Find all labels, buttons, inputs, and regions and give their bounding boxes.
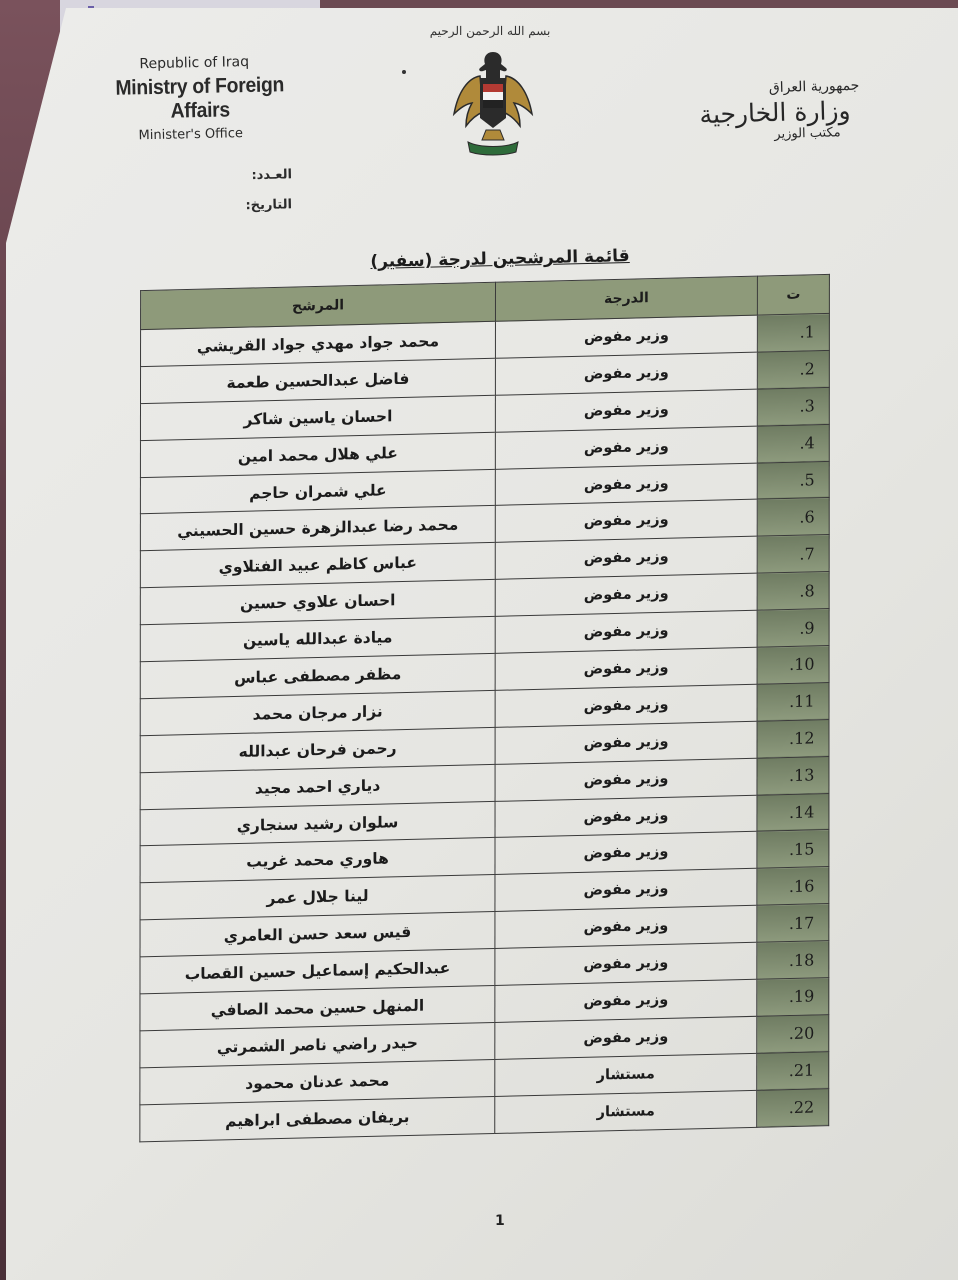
row-number: 17. xyxy=(757,904,829,943)
row-number: 11. xyxy=(757,682,829,721)
row-number: 13. xyxy=(757,756,829,795)
row-number: 22. xyxy=(757,1088,829,1127)
row-candidate: لينا جلال عمر xyxy=(140,875,495,920)
row-grade: وزير مفوض xyxy=(495,795,757,838)
row-number: 7. xyxy=(757,535,829,574)
row-grade: وزير مفوض xyxy=(495,684,757,727)
row-number: 20. xyxy=(757,1015,829,1054)
row-candidate: حيدر راضي ناصر الشمرتي xyxy=(140,1022,495,1067)
row-candidate: محمد رضا عبدالزهرة حسين الحسيني xyxy=(140,506,495,551)
basmala: بسم الله الرحمن الرحيم xyxy=(429,24,551,38)
reference-number-label: العـدد: xyxy=(251,167,293,184)
row-grade: وزير مفوض xyxy=(495,426,757,469)
header-number: ت xyxy=(757,274,829,315)
row-candidate: محمد عدنان محمود xyxy=(140,1059,495,1104)
row-candidate: محمد جواد مهدي جواد القريشي xyxy=(141,321,496,366)
candidates-table xyxy=(139,274,830,1142)
row-grade: وزير مفوض xyxy=(495,869,757,912)
row-candidate: هاوري محمد غريب xyxy=(140,838,495,883)
row-number: 21. xyxy=(757,1051,829,1090)
row-candidate: عباس كاظم عبيد الفتلاوي xyxy=(140,543,495,588)
row-candidate: علي شمران حاجم xyxy=(140,469,495,514)
row-grade: وزير مفوض xyxy=(495,389,757,432)
header-candidate: المرشح xyxy=(141,282,496,329)
row-number: 10. xyxy=(757,646,829,685)
row-number: 2. xyxy=(757,350,829,389)
row-number: 6. xyxy=(757,498,829,537)
row-candidate: بريفان مصطفى ابراهيم xyxy=(140,1096,495,1141)
country-name-ar: جمهورية العراق xyxy=(768,77,860,97)
row-candidate: عبدالحكيم إسماعيل حسين القصاب xyxy=(140,949,495,994)
row-grade: وزير مفوض xyxy=(495,537,757,580)
office-name-ar: مكتب الوزير xyxy=(774,125,841,143)
letterhead-arabic xyxy=(659,77,891,145)
row-candidate: دياري احمد مجيد xyxy=(140,764,495,809)
row-candidate: احسان علاوي حسين xyxy=(140,580,495,625)
row-candidate: نزار مرجان محمد xyxy=(140,690,495,735)
row-candidate: رحمن فرحان عبدالله xyxy=(140,727,495,772)
header-grade: الدرجة xyxy=(495,276,757,321)
row-candidate: احسان ياسين شاكر xyxy=(140,395,495,440)
office-name-en: Minister's Office xyxy=(138,126,244,144)
row-candidate: المنهل حسين محمد الصافي xyxy=(140,985,495,1030)
row-grade: وزير مفوض xyxy=(495,647,757,690)
reference-date-label: التاريخ: xyxy=(245,197,293,214)
row-number: 3. xyxy=(757,387,829,426)
ink-dot xyxy=(402,70,406,74)
row-grade: وزير مفوض xyxy=(495,500,757,543)
row-number: 16. xyxy=(757,867,829,906)
row-candidate: ميادة عبدالله ياسين xyxy=(140,616,495,661)
row-grade: وزير مفوض xyxy=(495,352,757,395)
row-number: 12. xyxy=(757,719,829,758)
row-number: 8. xyxy=(757,572,829,611)
row-candidate: سلوان رشيد سنجاري xyxy=(140,801,495,846)
row-grade: وزير مفوض xyxy=(495,832,757,875)
row-grade: وزير مفوض xyxy=(495,979,757,1022)
row-candidate: فاضل عبدالحسين طعمة xyxy=(140,358,495,403)
row-grade: وزير مفوض xyxy=(495,463,757,506)
row-grade: وزير مفوض xyxy=(495,610,757,653)
row-grade: وزير مفوض xyxy=(495,573,757,616)
ministry-name-en: Ministry of Foreign Affairs xyxy=(115,73,285,123)
row-grade: وزير مفوض xyxy=(495,315,757,358)
row-number: 19. xyxy=(757,978,829,1017)
row-grade: وزير مفوض xyxy=(495,942,757,985)
row-grade: مستشار xyxy=(495,1090,757,1133)
row-number: 5. xyxy=(757,461,829,500)
row-candidate: علي هلال محمد امين xyxy=(140,432,495,477)
row-number: 15. xyxy=(757,830,829,869)
row-number: 14. xyxy=(757,793,829,832)
row-number: 1. xyxy=(757,313,829,352)
row-number: 9. xyxy=(757,609,829,648)
row-candidate: قيس سعد حسن العامري xyxy=(140,912,495,957)
row-number: 18. xyxy=(757,941,829,980)
row-grade: وزير مفوض xyxy=(495,1016,757,1059)
row-number: 4. xyxy=(757,424,829,463)
row-candidate: مظفر مصطفى عباس xyxy=(140,653,495,698)
eagle-emblem-icon xyxy=(450,48,536,156)
row-grade: وزير مفوض xyxy=(495,758,757,801)
letterhead-english xyxy=(79,52,321,144)
row-grade: وزير مفوض xyxy=(495,906,757,949)
ministry-name-ar: وزارة الخارجية xyxy=(699,95,851,130)
country-name-en: Republic of Iraq xyxy=(139,53,250,73)
page-number: 1 xyxy=(495,1213,505,1229)
row-grade: مستشار xyxy=(495,1053,757,1096)
document-title: قائمة المرشحين لدرجة (سفير) xyxy=(370,246,630,272)
row-grade: وزير مفوض xyxy=(495,721,757,764)
